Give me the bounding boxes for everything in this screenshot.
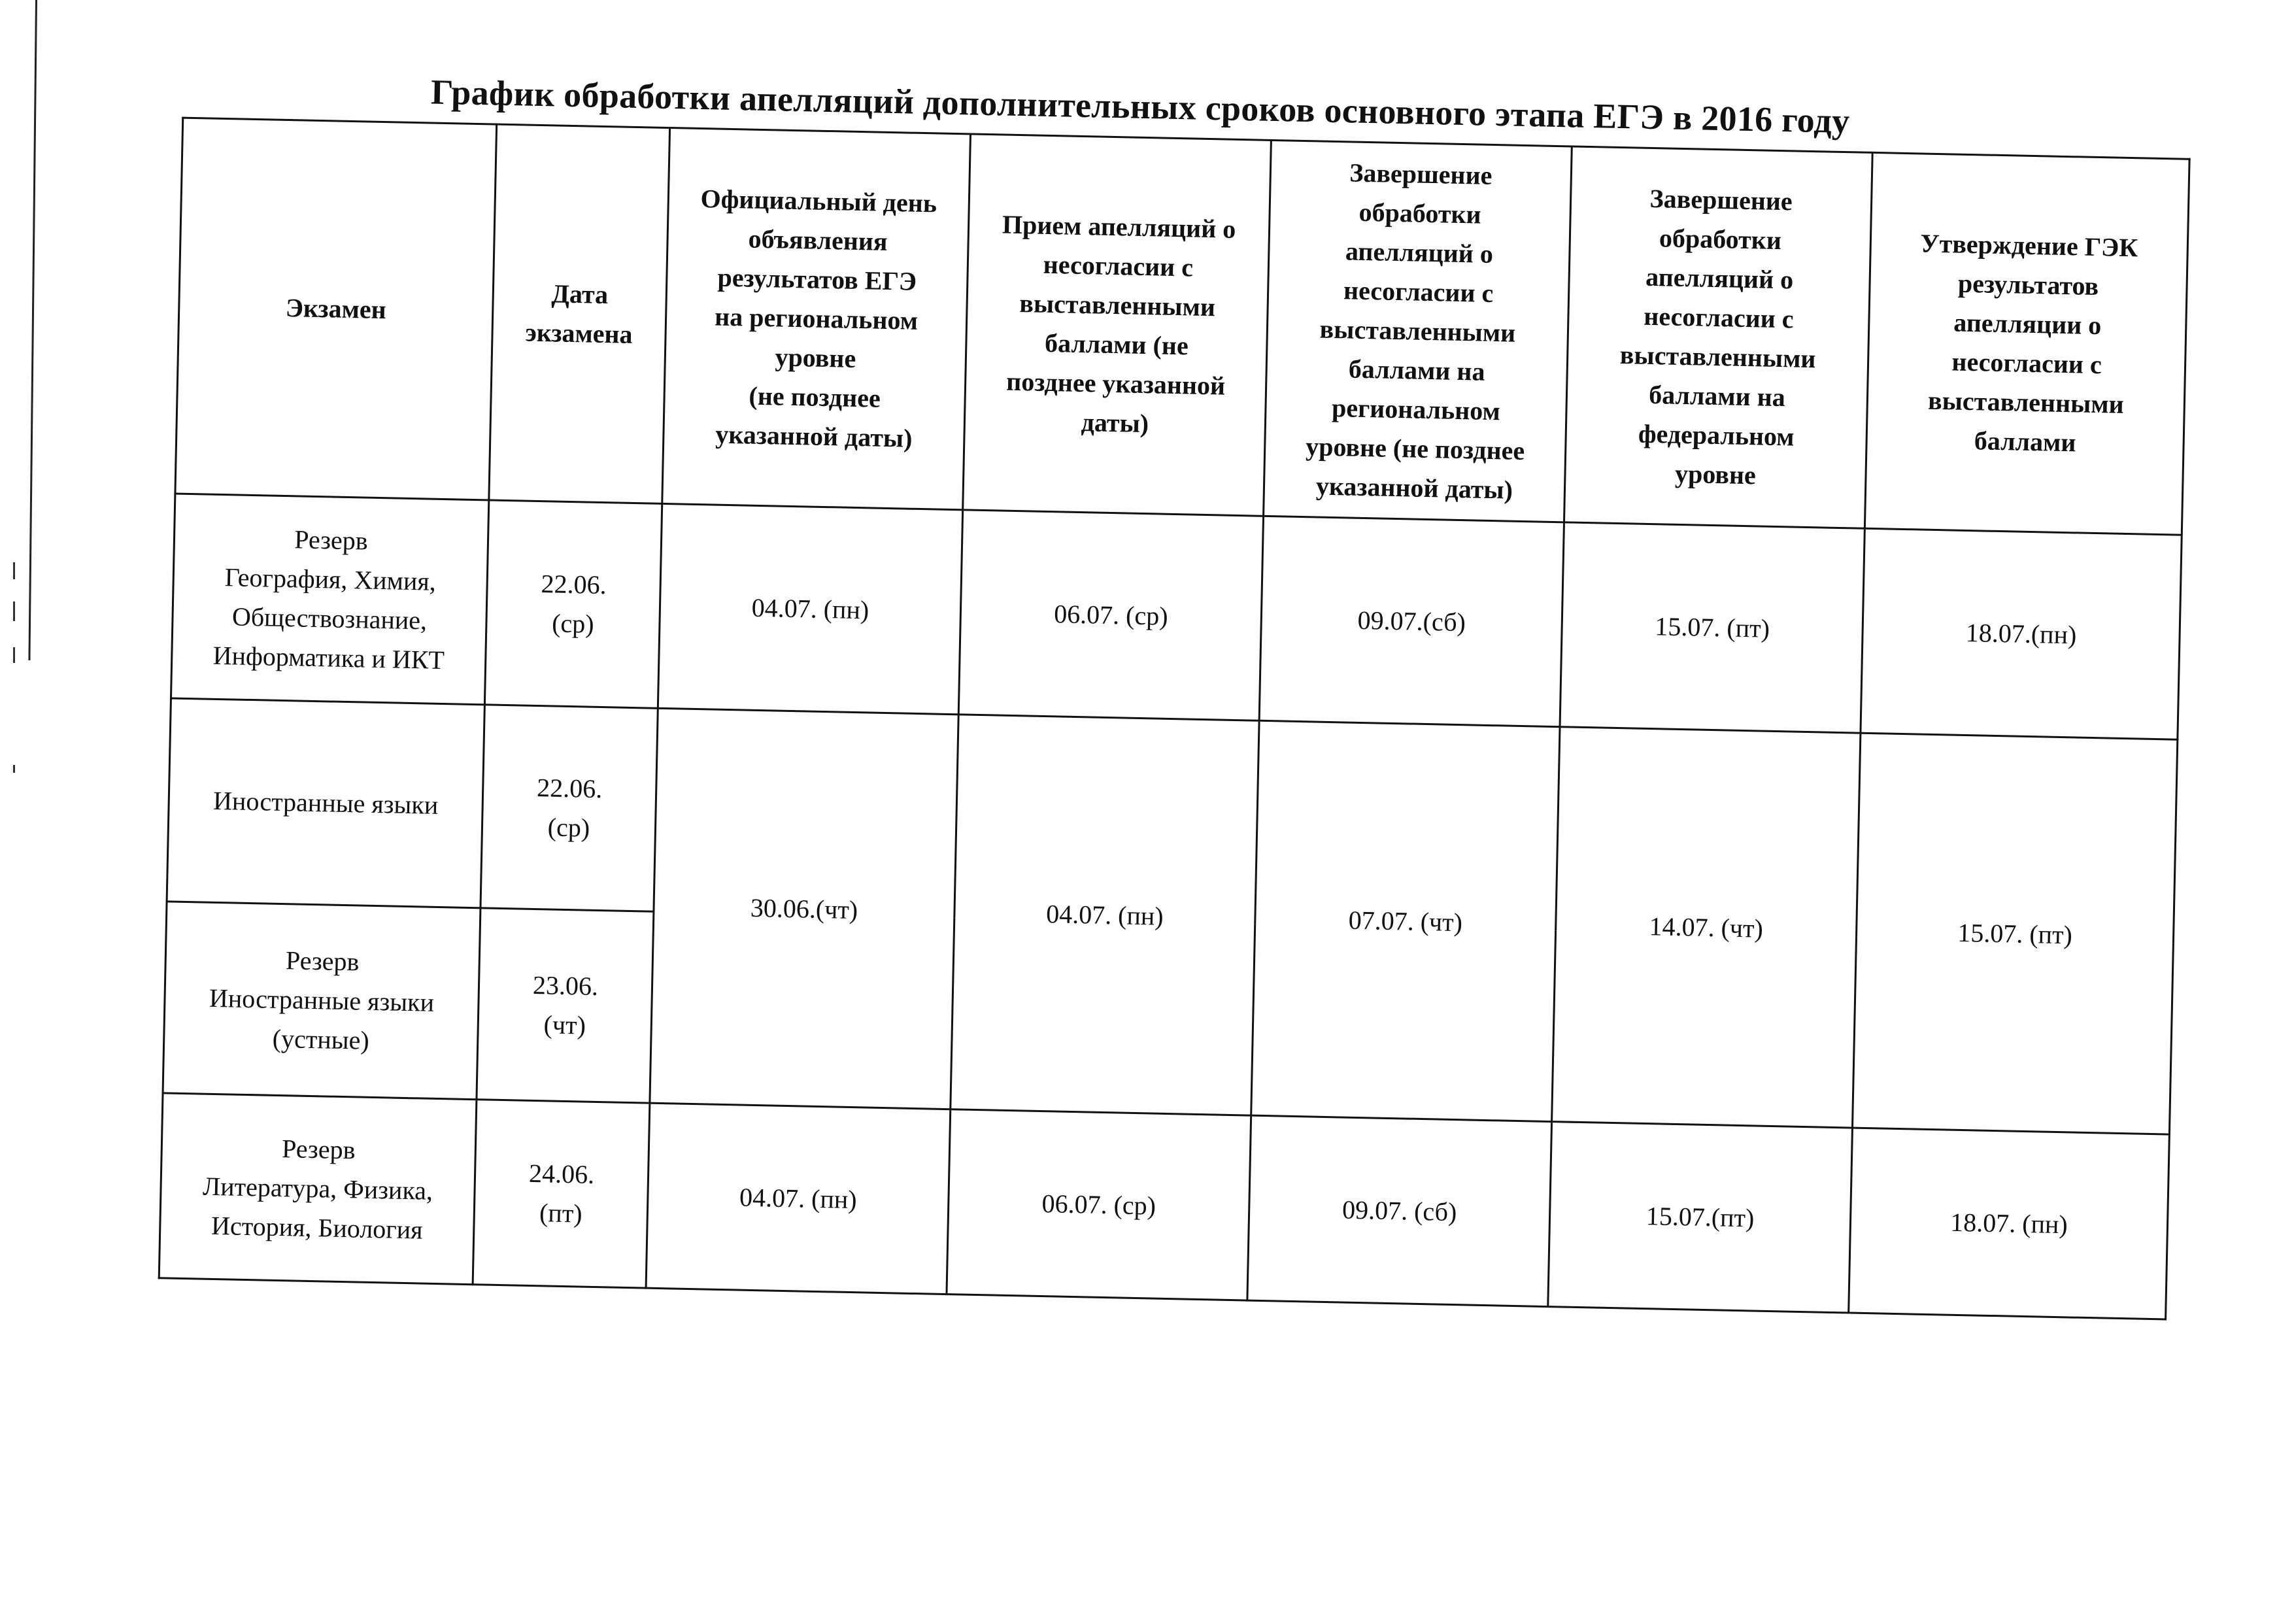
cell-exam-date: 22.06. (ср) <box>484 500 662 708</box>
header-exam: Экзамен <box>175 118 497 500</box>
cell-gek-approval: 18.07.(пн) <box>1861 528 2182 739</box>
page-title: График обработки апелляций дополнительных сроков основного этапа ЕГЭ в 2016 году <box>430 72 1851 141</box>
table-row <box>171 494 2182 739</box>
cell-appeal-accept-merged: 04.07. (пн) <box>951 715 1259 1115</box>
header-regional-done: Завершение обработки апелляций о несогласии с выставленными баллами на региональном уровне (не позднее указанной даты) <box>1264 140 1572 522</box>
cell-gek-approval: 18.07. (пн) <box>1849 1128 2170 1319</box>
cell-federal-done: 15.07.(пт) <box>1548 1122 1853 1313</box>
cell-gek-approval-merged: 15.07. (пт) <box>1852 733 2177 1134</box>
cell-exam: Резерв Литература, Физика, История, Биология <box>159 1093 477 1285</box>
cell-exam: Резерв Иностранные языки (устные) <box>163 902 481 1100</box>
header-federal-done: Завершение обработки апелляций о несогласии с выставленными баллами на федеральном уровне <box>1564 146 1872 528</box>
cell-results-day-merged: 30.06.(чт) <box>650 708 958 1109</box>
table-row <box>167 698 2178 943</box>
table-header-row <box>175 118 2189 535</box>
cell-exam-date: 24.06. (пт) <box>473 1100 650 1288</box>
cell-regional-done: 09.07.(сб) <box>1259 516 1564 726</box>
cell-appeal-accept: 06.07. (ср) <box>958 510 1263 720</box>
cell-results-day: 04.07. (пн) <box>658 503 962 714</box>
cell-federal-done-merged: 14.07. (чт) <box>1552 727 1861 1128</box>
cell-exam-date: 22.06. (ср) <box>481 705 658 911</box>
scanned-sheet <box>106 62 2223 1321</box>
header-results-day: Официальный день объявления результатов ЕГЭ на региональном уровне (не позднее указанной даты) <box>662 128 971 510</box>
cell-appeal-accept: 06.07. (ср) <box>947 1109 1251 1300</box>
header-appeal-accept: Прием апелляций о несогласии с выставленными баллами (не позднее указанной даты) <box>963 134 1272 516</box>
cell-results-day: 04.07. (пн) <box>646 1103 951 1294</box>
cell-exam-date: 23.06. (чт) <box>477 908 654 1103</box>
header-gek-approval: Утверждение ГЭК результатов апелляции о несогласии с выставленными баллами <box>1864 152 2189 535</box>
appeal-schedule-table <box>158 117 2191 1321</box>
cell-exam: Иностранные языки <box>167 698 484 908</box>
cell-regional-done-merged: 07.07. (чт) <box>1251 720 1560 1121</box>
cell-regional-done: 09.07. (сб) <box>1247 1115 1552 1306</box>
cell-federal-done: 15.07. (пт) <box>1560 522 1864 733</box>
header-exam-date: Дата экзамена <box>489 124 670 503</box>
cell-exam: Резерв География, Химия, Обществознание, Информатика и ИКТ <box>171 494 488 705</box>
